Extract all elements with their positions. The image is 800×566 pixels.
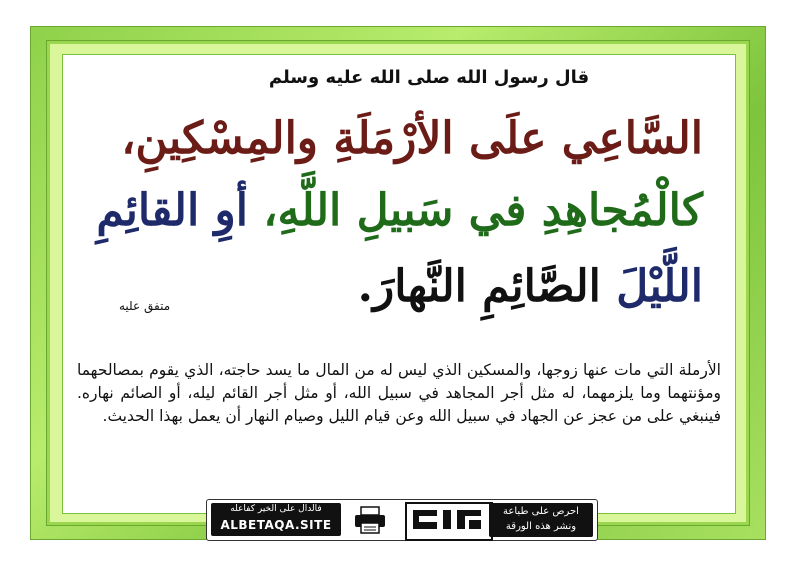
footer-site-box[interactable] [211, 503, 341, 536]
hadith-source: متفق عليه [119, 299, 171, 313]
hadith-line-2 [79, 185, 703, 236]
printer-icon [353, 506, 387, 534]
hadith-line-3 [79, 261, 703, 312]
hadith-line-2-part-1: كالْمُجاهِدِ في سَبيلِ اللَّهِ، [263, 185, 703, 236]
dawah-paper-logo-icon [405, 502, 493, 541]
footer-print-box [489, 503, 593, 537]
hadith-line-3-part-1: اللَّيْلَ [616, 261, 703, 312]
footer-bar [206, 499, 598, 541]
hadith-line-2-part-2: أوِ القائِمِ [96, 185, 248, 236]
content-panel [62, 54, 736, 514]
footer-print-line-1: احرص على طباعة [503, 506, 579, 517]
hadith-line-1: السَّاعِي علَى الأرْمَلَةِ والمِسْكِينِ، [121, 113, 703, 164]
page-header: قال رسول الله صلى الله عليه وسلم [268, 67, 590, 88]
footer-site-url: ALBETAQA.SITE [220, 518, 332, 532]
footer-motto: فالدال على الخير كفاعله [230, 504, 322, 514]
footer-print-line-2: ونشر هذه الورقة [505, 521, 577, 532]
hadith-line-3-part-2: الصَّائِمِ النَّهارَ. [357, 261, 601, 312]
explanation-text: الأرملة التي مات عنها زوجها، والمسكين الذي ليس له من المال ما يسد حاجته، الذي يقوم بمصالحهما ومؤنتهما وما يلزمهما، له مثل أجر المجاهد في سبيل الله، أو مثل أجر القائم ليله، أو الصائم نهاره. فينبغي على من عجز عن الجهاد في سبيل الله وعن قيام الليل وصيام النهار أن يعمل بهذا الحديث. [77, 361, 721, 425]
